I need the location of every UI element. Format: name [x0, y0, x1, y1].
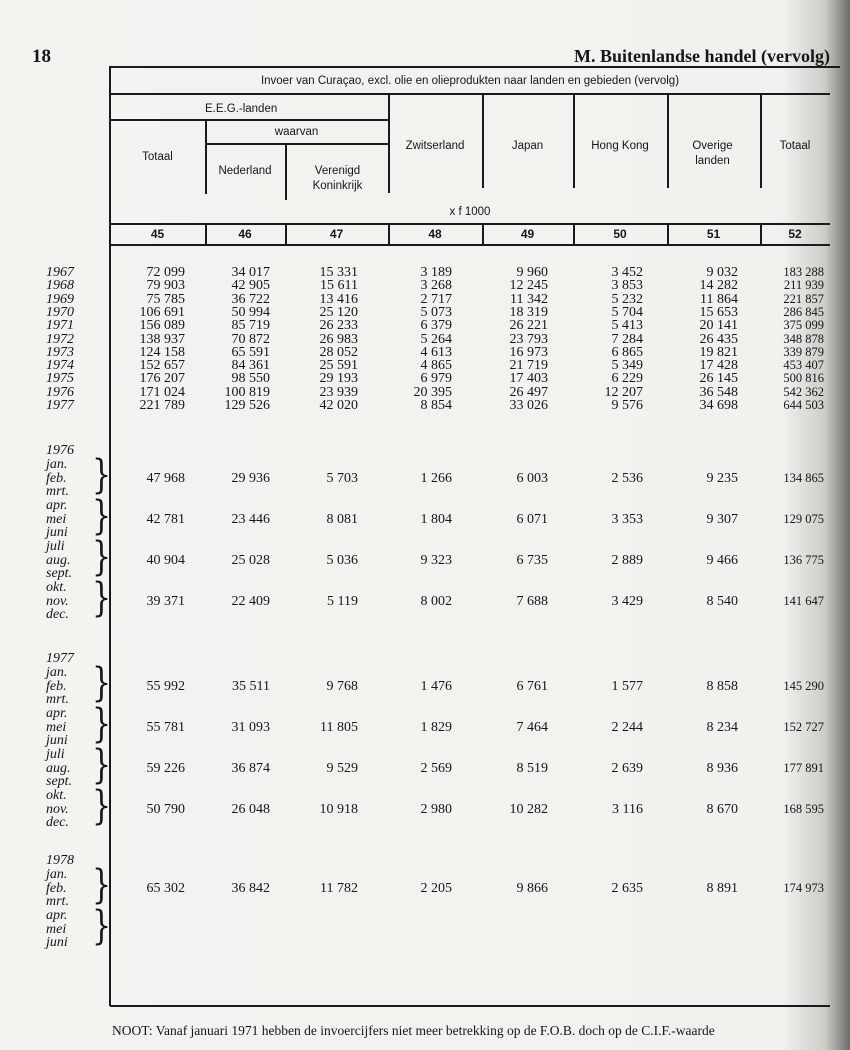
table-cell: 3 853 — [611, 278, 643, 294]
table-cell: 25 028 — [231, 552, 270, 568]
col-header-nederland: Nederland — [218, 165, 272, 177]
column-number: 48 — [428, 227, 442, 241]
table-cell: 75 785 — [146, 291, 185, 307]
month-label: sept. — [46, 566, 73, 581]
running-head: M. Buitenlandse handel (vervolg) — [573, 46, 830, 66]
table-cell: 12 245 — [509, 278, 548, 294]
table-cell: 55 992 — [146, 678, 185, 694]
table-cell: 28 052 — [319, 344, 358, 360]
col-header-totaal-all: Totaal — [779, 140, 811, 152]
table-cell: 375 099 — [783, 318, 824, 333]
table-title: Invoer van Curaçao, excl. olie en olieprodukten naar landen en gebieden (vervolg) — [260, 75, 680, 87]
unit-label: x f 1000 — [449, 206, 491, 218]
table-cell: 12 207 — [604, 384, 643, 400]
table-cell: 6 003 — [516, 470, 548, 486]
month-label: mei — [46, 719, 67, 735]
table-cell: 4 865 — [420, 358, 452, 374]
row-year: 1975 — [46, 371, 74, 387]
table-cell: 85 719 — [231, 318, 270, 334]
page-number: 18 — [32, 46, 51, 67]
month-label: okt. — [46, 580, 67, 595]
table-cell: 5 264 — [420, 331, 452, 347]
table-cell: 70 872 — [231, 331, 270, 347]
table-cell: 6 229 — [611, 371, 643, 387]
table-cell: 11 782 — [320, 880, 358, 896]
table-cell: 5 704 — [611, 304, 643, 320]
table-cell: 42 781 — [146, 511, 185, 527]
table-cell: 138 937 — [139, 331, 185, 347]
table-cell: 1 266 — [420, 470, 452, 486]
table-cell: 18 319 — [509, 304, 548, 320]
rule — [110, 119, 388, 121]
table-cell: 177 891 — [783, 760, 824, 775]
table-cell: 26 048 — [231, 801, 270, 817]
table-cell: 17 428 — [699, 358, 738, 374]
table-cell: 21 719 — [509, 358, 548, 374]
col-header-zwitserland: Zwitserland — [405, 140, 465, 152]
table-cell: 23 939 — [319, 384, 358, 400]
table-cell: 22 409 — [231, 593, 270, 609]
month-label: feb. — [46, 470, 67, 486]
table-cell: 2 205 — [420, 880, 452, 896]
table-cell: 8 670 — [706, 801, 738, 817]
table-cell: 84 361 — [231, 358, 270, 374]
month-label: mei — [46, 511, 67, 527]
table-cell: 100 819 — [224, 384, 270, 400]
table-cell: 129 526 — [224, 398, 270, 413]
table-cell: 7 464 — [516, 719, 548, 735]
col-header-verenigd-koninkrijk: Verenigd Koninkrijk — [312, 165, 363, 192]
table-cell: 26 435 — [699, 331, 738, 347]
table-cell: 26 983 — [319, 331, 358, 347]
table-cell: 11 864 — [700, 291, 738, 307]
table-cell: 5 413 — [611, 318, 643, 334]
row-year: 1974 — [46, 358, 74, 374]
table-cell: 3 116 — [612, 801, 643, 817]
table-cell: 3 353 — [611, 511, 643, 527]
col-header-overige-landen: Overige landen — [692, 140, 733, 167]
table-cell: 10 282 — [509, 801, 548, 817]
table-cell: 72 099 — [146, 265, 185, 280]
table-cell: 17 403 — [509, 371, 548, 387]
table-cell: 11 342 — [510, 291, 548, 307]
month-label: jan. — [46, 665, 68, 680]
table-cell: 65 302 — [146, 880, 185, 896]
table-cell: 11 805 — [320, 719, 358, 735]
month-label: mrt. — [46, 692, 69, 707]
table-cell: 2 244 — [611, 719, 643, 735]
month-label: mei — [46, 921, 67, 937]
row-year: 1969 — [46, 291, 74, 307]
rule — [110, 244, 830, 246]
table-cell: 25 120 — [319, 304, 358, 320]
table-cell: 2 980 — [420, 801, 452, 817]
table-cell: 221 789 — [139, 398, 185, 413]
table-cell: 152 727 — [783, 719, 824, 734]
footnote: NOOT: Vanaf januari 1971 hebben de invoercijfers niet meer betrekking op de F.O.B. doch op de C.I.F.-waarde — [112, 1023, 715, 1038]
table-cell: 25 591 — [319, 358, 358, 374]
waarvan-header: waarvan — [274, 126, 319, 138]
table-cell: 8 936 — [706, 760, 738, 776]
table-cell: 7 284 — [611, 331, 643, 347]
table-cell: 141 647 — [783, 593, 824, 608]
month-label: juni — [46, 935, 68, 950]
table-cell: 2 635 — [611, 880, 643, 896]
table-cell: 5 036 — [326, 552, 358, 568]
month-label: juni — [46, 733, 68, 748]
table-cell: 79 903 — [146, 278, 185, 294]
col-header-totaal: Totaal — [142, 151, 173, 163]
table-cell: 136 775 — [783, 552, 824, 567]
month-label: aug. — [46, 552, 71, 568]
table-cell: 211 939 — [783, 278, 824, 293]
table-cell: 2 536 — [611, 470, 643, 486]
table-cell: 9 768 — [326, 678, 358, 694]
table-cell: 2 717 — [420, 291, 452, 307]
table-cell: 31 093 — [231, 719, 270, 735]
rule — [110, 66, 840, 68]
table-cell: 23 446 — [231, 511, 270, 527]
table-cell: 286 845 — [783, 304, 824, 319]
row-year: 1967 — [46, 265, 74, 280]
table-cell: 9 576 — [611, 398, 643, 413]
table-cell: 9 032 — [706, 265, 738, 280]
row-year: 1970 — [46, 304, 74, 320]
table-cell: 40 904 — [146, 552, 185, 568]
period-year: 1977 — [46, 651, 74, 666]
table-cell: 9 529 — [326, 760, 358, 776]
table-cell: 7 688 — [516, 593, 548, 609]
table-cell: 65 591 — [231, 344, 270, 360]
table-cell: 1 476 — [420, 678, 452, 694]
table-cell: 3 268 — [420, 278, 452, 294]
table-cell: 20 141 — [699, 318, 738, 334]
quarter-brace: } — [92, 902, 112, 950]
quarter-brace: } — [92, 451, 112, 499]
table-cell: 171 024 — [139, 384, 185, 400]
month-label: jan. — [46, 867, 68, 882]
table-cell: 9 323 — [420, 552, 452, 568]
table-cell: 2 639 — [611, 760, 643, 776]
row-year: 1972 — [46, 331, 74, 347]
table-cell: 10 918 — [319, 801, 358, 817]
table-cell: 8 858 — [706, 678, 738, 694]
table-cell: 8 540 — [706, 593, 738, 609]
table-cell: 644 503 — [783, 398, 824, 412]
quarter-brace: } — [92, 533, 112, 581]
quarter-brace: } — [92, 492, 112, 540]
month-label: feb. — [46, 880, 67, 896]
table-cell: 36 722 — [231, 291, 270, 307]
table-cell: 5 349 — [611, 358, 643, 374]
table-cell: 168 595 — [783, 801, 824, 816]
table-cell: 542 362 — [783, 384, 824, 399]
row-year: 1977 — [46, 398, 74, 413]
table-cell: 5 703 — [326, 470, 358, 486]
table-cell: 34 017 — [231, 265, 270, 280]
table-cell: 26 497 — [509, 384, 548, 400]
table-cell: 20 395 — [413, 384, 452, 400]
table-cell: 15 331 — [319, 265, 358, 280]
table-cell: 5 119 — [327, 593, 358, 609]
table-cell: 50 790 — [146, 801, 185, 817]
table-cell: 23 793 — [509, 331, 548, 347]
table-cell: 19 821 — [699, 344, 738, 360]
table-cell: 4 613 — [420, 344, 452, 360]
table-cell: 34 698 — [699, 398, 738, 413]
table-cell: 29 936 — [231, 470, 270, 486]
rule — [667, 93, 669, 188]
quarter-brace: } — [92, 861, 112, 909]
table-cell: 98 550 — [231, 371, 270, 387]
table-cell: 14 282 — [699, 278, 738, 294]
rule — [110, 223, 830, 225]
quarter-brace: } — [92, 700, 112, 748]
table-cell: 16 973 — [509, 344, 548, 360]
quarter-brace: } — [92, 574, 112, 622]
column-number: 49 — [520, 227, 535, 241]
column-number: 50 — [613, 227, 627, 241]
col-header-japan: Japan — [511, 140, 544, 152]
month-label: juli — [46, 747, 65, 762]
rule — [110, 1005, 830, 1007]
row-year: 1971 — [46, 318, 74, 334]
table-cell: 106 691 — [139, 304, 185, 320]
column-number: 52 — [788, 227, 802, 241]
table-cell: 9 307 — [706, 511, 738, 527]
month-label: feb. — [46, 678, 67, 694]
table-cell: 3 452 — [611, 265, 643, 280]
table-cell: 152 657 — [139, 358, 185, 374]
table-cell: 26 233 — [319, 318, 358, 334]
table-cell: 129 075 — [783, 511, 824, 526]
month-label: apr. — [46, 706, 68, 721]
table-cell: 3 189 — [420, 265, 452, 280]
month-label: mrt. — [46, 894, 69, 909]
table-cell: 453 407 — [783, 358, 824, 373]
table-cell: 9 960 — [516, 265, 548, 280]
row-year: 1976 — [46, 384, 74, 400]
table-cell: 6 379 — [420, 318, 452, 334]
table-cell: 59 226 — [146, 760, 185, 776]
col-header-hong-kong: Hong Kong — [591, 140, 649, 152]
table-cell: 8 891 — [706, 880, 738, 896]
table-cell: 8 234 — [706, 719, 738, 735]
table-cell: 1 829 — [420, 719, 452, 735]
quarter-brace: } — [92, 782, 112, 830]
table-cell: 55 781 — [146, 719, 185, 735]
month-label: nov. — [46, 801, 69, 817]
table-cell: 6 735 — [516, 552, 548, 568]
table-cell: 145 290 — [783, 678, 824, 693]
table-cell: 339 879 — [783, 344, 824, 359]
table-cell: 9 466 — [706, 552, 738, 568]
table-cell: 26 221 — [509, 318, 548, 334]
table-cell: 42 905 — [231, 278, 270, 294]
row-year: 1973 — [46, 344, 74, 360]
table-cell: 6 865 — [611, 344, 643, 360]
table-cell: 15 653 — [699, 304, 738, 320]
column-number: 47 — [329, 227, 344, 241]
table-cell: 183 288 — [783, 265, 824, 279]
row-year: 1968 — [46, 278, 74, 294]
table-cell: 6 071 — [516, 511, 548, 527]
table-cell: 39 371 — [146, 593, 185, 609]
period-year: 1976 — [46, 443, 74, 458]
month-label: juni — [46, 525, 68, 540]
month-label: juli — [46, 539, 65, 554]
table-cell: 42 020 — [319, 398, 358, 413]
table-cell: 15 611 — [320, 278, 358, 294]
quarter-brace: } — [92, 659, 112, 707]
table-cell: 8 002 — [420, 593, 452, 609]
table-cell: 6 979 — [420, 371, 452, 387]
table-cell: 8 519 — [516, 760, 548, 776]
column-number: 51 — [706, 227, 721, 241]
table-cell: 1 804 — [420, 511, 452, 527]
table-cell: 2 569 — [420, 760, 452, 776]
month-label: mrt. — [46, 484, 69, 499]
table-cell: 9 235 — [706, 470, 738, 486]
month-label: apr. — [46, 908, 68, 923]
table-cell: 29 193 — [319, 371, 358, 387]
period-year: 1978 — [46, 853, 74, 868]
month-label: apr. — [46, 498, 68, 513]
month-label: sept. — [46, 774, 73, 789]
table-cell: 174 973 — [783, 880, 824, 895]
month-label: nov. — [46, 593, 69, 609]
table-cell: 5 073 — [420, 304, 452, 320]
table-cell: 348 878 — [783, 331, 824, 346]
table-cell: 500 816 — [783, 371, 824, 386]
rule — [205, 143, 388, 145]
table-cell: 3 429 — [611, 593, 643, 609]
column-number: 45 — [150, 227, 165, 241]
month-label: dec. — [46, 815, 69, 830]
table-cell: 33 026 — [509, 398, 548, 413]
table-cell: 26 145 — [699, 371, 738, 387]
table-cell: 5 232 — [611, 291, 643, 307]
month-label: okt. — [46, 788, 67, 803]
column-number: 46 — [238, 227, 252, 241]
table-cell: 6 761 — [516, 678, 548, 694]
table-cell: 221 857 — [783, 291, 824, 306]
table-cell: 36 548 — [699, 384, 738, 400]
table-cell: 1 577 — [611, 678, 643, 694]
table-cell: 9 866 — [516, 880, 548, 896]
table-cell: 176 207 — [139, 371, 185, 387]
table-cell: 134 865 — [783, 470, 824, 485]
table-cell: 8 081 — [326, 511, 358, 527]
month-label: jan. — [46, 457, 68, 472]
month-label: aug. — [46, 760, 71, 776]
month-label: dec. — [46, 607, 69, 622]
table-cell: 47 968 — [146, 470, 185, 486]
table-cell: 13 416 — [319, 291, 358, 307]
table-cell: 36 874 — [231, 760, 270, 776]
table-cell: 35 511 — [232, 678, 270, 694]
table-cell: 8 854 — [420, 398, 452, 413]
table-cell: 2 889 — [611, 552, 643, 568]
quarter-brace: } — [92, 741, 112, 789]
rule — [110, 93, 830, 95]
table-cell: 50 994 — [231, 304, 270, 320]
eeg-header: E.E.G.-landen — [205, 103, 278, 115]
table-cell: 36 842 — [231, 880, 270, 896]
table-cell: 156 089 — [139, 318, 185, 334]
table-cell: 124 158 — [139, 344, 185, 360]
rule — [285, 143, 287, 200]
